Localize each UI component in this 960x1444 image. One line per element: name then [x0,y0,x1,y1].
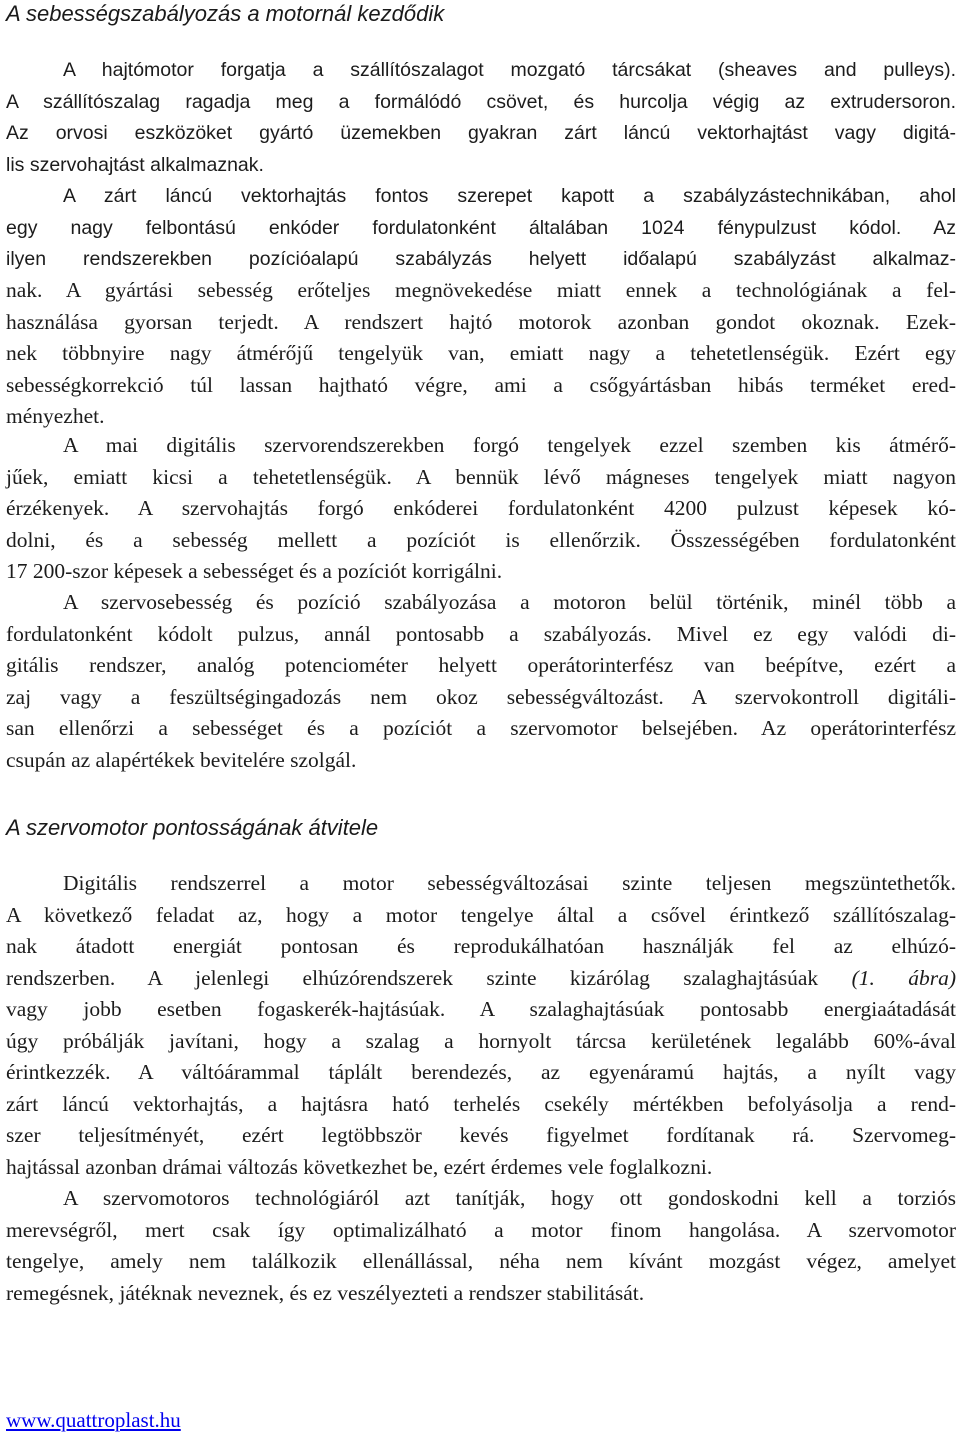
text-line: merevségről, mert csak így optimalizálható a motor finom hangolása. A szervomotor [6,1217,956,1242]
text-line: A szervomotoros technológiáról azt tanítják, hogy ott gondoskodni kell a torziós [63,1186,956,1210]
text-line: A hajtómotor forgatja a szállítószalagot mozgató tárcsákat (sheaves and pulleys). [63,59,956,81]
text-line: zárt láncú vektorhajtás, a hajtásra ható terhelés csekély mértékben befolyásolja a rend- [6,1091,956,1116]
paragraph-digital-servo [6,430,956,588]
text-line: használása gyorsan terjedt. A rendszert hajtó motorok azonban gondot okoznak. Ezek- [6,309,956,334]
text-line: jűek, emiatt kicsi a tehetetlenségük. A bennük lévő mágneses tengelyek miatt nagyon [6,464,956,489]
section-heading-speed-control: A sebességszabályozás a motornál kezdődik [6,1,445,26]
text-line: nek többnyire nagy átmérőjű tengelyük van, emiatt nagy a tehetetlenségük. Ezért egy [6,341,956,365]
text-line: Az orvosi eszközöket gyártó üzemekben gyakran zárt láncú vektorhajtást vagy digitá- [6,122,956,144]
paragraph-drive-motor [6,55,956,181]
text-line: ilyen rendszerekben pozícióalapú szabályzás helyett időalapú szabályzást alkalmaz- [6,248,956,270]
text-line: csupán az alapértékek bevitelére szolgál. [6,747,357,772]
text-fragment: rendszerben. A jelenlegi elhúzórendszerek szinte kizárólag szalaghajtásúak [6,965,819,990]
text-line: úgy próbálják javítani, hogy a szalag a hornyolt tárcsa kerületének legalább 60%-ával [6,1028,956,1053]
text-line: zaj vagy a feszültségingadozás nem okoz sebességváltozást. A szervokontroll digitáli- [6,684,956,709]
text-line: A zárt láncú vektorhajtás fontos szerepet kapott a szabályzástechnikában, ahol [63,185,956,207]
text-line: A szállítószalag ragadja meg a formálódó csövet, és hurcolja végig az extrudersoron. [6,90,956,113]
text-line [6,963,956,995]
text-line: fordulatonként kódolt pulzus, annál pontosabb a szabályozás. Mivel ez egy valódi di- [6,621,956,646]
paragraph-torsional-stiffness [6,1183,956,1309]
text-line: érzékenyek. A szervohajtás forgó enkóderei fordulatonként 4200 pulzust képesek kó- [6,496,956,520]
text-line: nak átadott energiát pontosan és reprodukálhatóan használják fel az elhúzó- [6,934,956,958]
text-line: szer teljesítményét, ezért legtöbbször kevés figyelmet fordítanak rá. Szervomeg- [6,1123,956,1147]
text-line: lis szervohajtást alkalmaznak. [6,153,264,176]
paragraph-vector-drive [6,181,956,276]
text-line: A mai digitális szervorendszerekben forgó tengelyek ezzel szemben kis átmérő- [63,433,956,457]
text-line: vagy jobb esetben fogaskerék-hajtásúak. A szalaghajtásúak pontosabb energiaátadását [6,997,956,1021]
paragraph-servo-regulation [6,587,956,776]
text-line: A következő feladat az, hogy a motor tengelye által a csővel érintkező szállítószalag- [6,902,956,927]
text-line: tengelye, amely nem találkozik ellenállással, néha nem kívánt mozgást végez, amelyet [6,1249,956,1273]
text-line: A szervosebesség és pozíció szabályozása a motoron belül történik, minél több a [63,590,956,614]
paragraph-vector-drive-continued [6,275,956,433]
text-line: remegésnek, játéknak neveznek, és ez veszélyezteti a rendszer stabilitását. [6,1280,645,1305]
figure-reference: (1. ábra) [851,965,957,990]
paragraph-digital-system [6,868,956,1183]
text-line: Digitális rendszerrel a motor sebességváltozásai szinte teljesen megszüntethetők. [63,871,956,895]
text-line: ményezhet. [6,404,105,428]
text-line: san ellenőrzi a sebességet és a pozíciót a szervomotor belsejében. Az operátorinterfész [6,716,956,740]
text-line: nak. A gyártási sebesség erőteljes megnövekedése miatt ennek a technológiának a fel- [6,278,956,302]
text-line: hajtással azonban drámai változás következhet be, ezért érdemes vele foglalkozni. [6,1154,713,1179]
section-heading-servo-precision: A szervomotor pontosságának átvitele [6,815,379,840]
text-line: dolni, és a sebesség mellett a pozíciót is ellenőrzik. Összességében fordulatonként [6,527,956,552]
text-line: 17 200-szor képesek a sebességet és a pozíciót korrigálni. [6,559,503,583]
website-link[interactable]: www.quattroplast.hu [6,1408,181,1432]
text-line: egy nagy felbontású enkóder fordulatonként általában 1024 fénypulzust kódol. Az [6,216,956,239]
text-line: érintkezzék. A váltóárammal táplált berendezés, az egyenáramú hajtás, a nyílt vagy [6,1060,956,1084]
text-line: sebességkorrekció túl lassan hajtható végre, ami a csőgyártásban hibás terméket ered- [6,372,956,397]
text-line: gitális rendszer, analóg potenciométer helyett operátorinterfész van beépítve, ezért a [6,653,956,677]
